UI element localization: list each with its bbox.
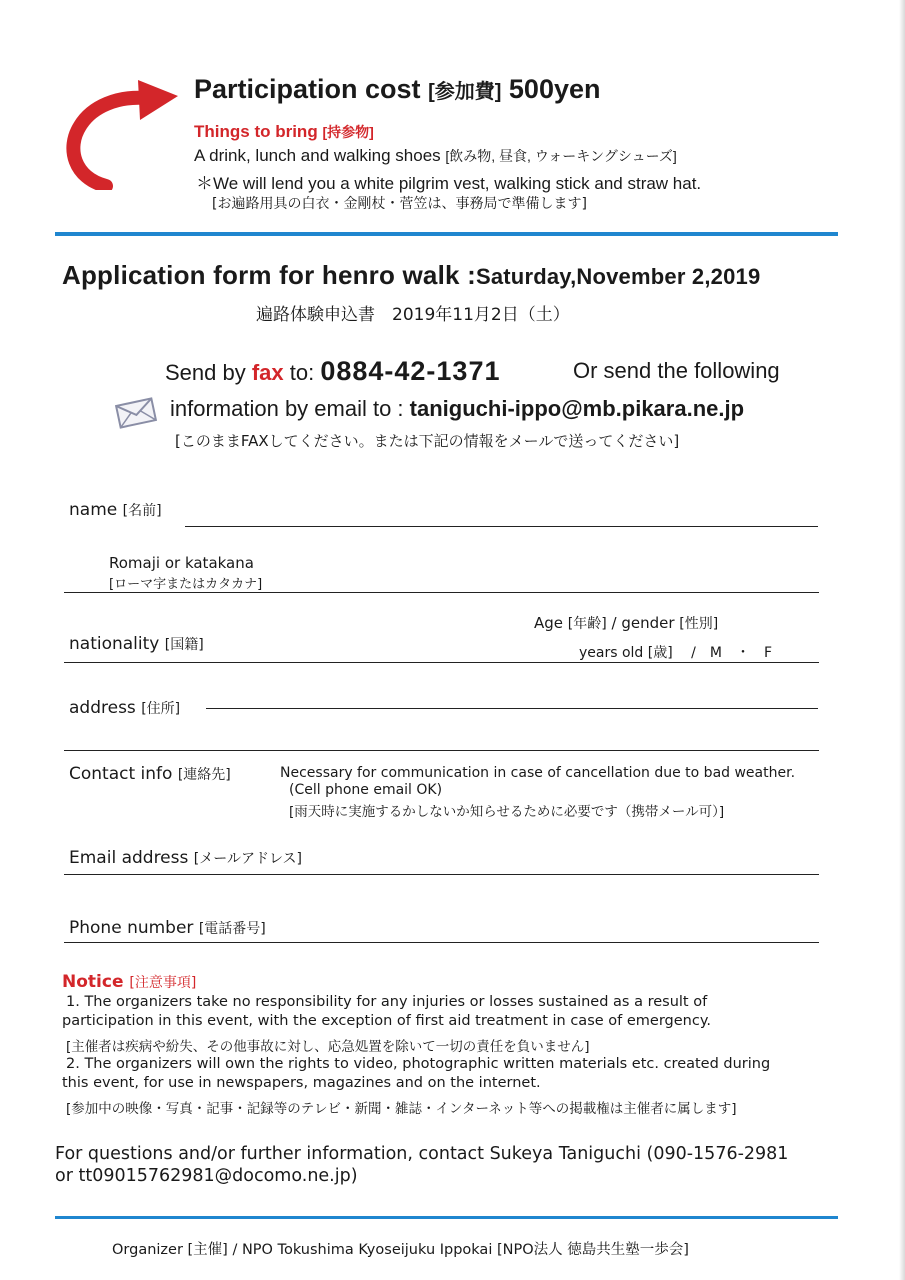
cost-value: 500yen (508, 74, 601, 104)
notice-item2-line2: this event, for use in newspapers, magazines and on the internet. (62, 1075, 541, 1091)
address-label-en: address (69, 698, 136, 718)
phone-label-jp: [電話番号] (198, 921, 266, 937)
email-address-label (69, 848, 302, 868)
name-label-jp: [名前] (122, 503, 162, 519)
send-prefix: Send by (165, 360, 252, 385)
or-send-text: Or send the following (573, 358, 780, 383)
phone-number-label (69, 918, 266, 938)
questions-contact-line1: For questions and/or further information, contact Sukeya Taniguchi (090-1576-2981 (55, 1144, 789, 1164)
notice-item1-jp: [主催者は疾病や紛失、その他事故に対し、応急処置を除いて一切の責任を負いません] (66, 1039, 590, 1055)
address-label-jp: [住所] (141, 701, 181, 717)
notice-item2-jp: [参加中の映像・写真・記事・記録等のテレビ・新聞・雑誌・インターネット等への掲載権は主催者に属します] (66, 1101, 737, 1117)
notice-item1-line2: participation in this event, with the exception of first aid treatment in case of emergency. (62, 1013, 711, 1029)
lend-note-jp: [お遍路用具の白衣・金剛杖・菅笠は、事務局で準備します] (212, 196, 587, 212)
send-by-email (170, 396, 744, 422)
bottom-divider (55, 1216, 838, 1219)
bring-title: Things to bring (194, 122, 318, 141)
age-gender-entry (579, 642, 772, 662)
bring-items-jp: [飲み物, 昼食, ウォーキングシューズ] (445, 148, 677, 164)
address-field-line1[interactable] (206, 708, 818, 709)
address-field-line2[interactable] (64, 750, 819, 751)
notice-item1-line1: 1. The organizers take no responsibility for any injuries or losses sustained as a result of (66, 994, 708, 1010)
lend-note: ＊We will lend you a white pilgrim vest, walking stick and straw hat. (196, 174, 702, 193)
organizer-footer: Organizer [主催] / NPO Tokushima Kyoseijuku Ippokai [NPO法人 徳島共生塾一歩会] (112, 1242, 689, 1258)
name-label (69, 500, 162, 520)
email-label-en: Email address (69, 848, 189, 868)
participation-cost (194, 74, 600, 105)
bring-title-jp: [持参物] (322, 124, 374, 140)
romaji-hint-jp: [ローマ字またはカタカナ] (109, 577, 263, 592)
gender-options[interactable]: / M ・ F (691, 645, 773, 661)
contact-note-1: Necessary for communication in case of cancellation due to bad weather. (280, 765, 796, 781)
romaji-hint: Romaji or katakana (109, 554, 254, 572)
age-label: Age (534, 614, 564, 632)
notice-title-en: Notice (62, 972, 124, 992)
years-old-jp: [歳] (647, 645, 673, 661)
contact-info-label (69, 764, 231, 784)
age-gender-label (534, 613, 718, 633)
contact-note-2: (Cell phone email OK) (289, 782, 443, 798)
name-romaji-field[interactable] (64, 592, 819, 593)
form-title-main: Application form for henro walk : (62, 260, 476, 290)
contact-note-jp: [雨天時に実施するかしないか知らせるために必要です（携帯メール可）] (289, 804, 725, 820)
nationality-age-field[interactable] (64, 662, 819, 663)
email-field[interactable] (64, 874, 819, 875)
phone-label-en: Phone number (69, 918, 194, 938)
email-prefix: information by email to : (170, 396, 410, 421)
phone-field[interactable] (64, 942, 819, 943)
cost-label-jp: [参加費] (428, 81, 502, 103)
fax-number: 0884-42-1371 (320, 356, 501, 386)
curved-arrow-icon (66, 78, 181, 190)
contact-label-jp: [連絡先] (177, 767, 231, 783)
send-note-jp: [このままFAXしてください。または下記の情報をメールで送ってください] (175, 432, 680, 450)
gender-label-jp: [性別] (679, 616, 719, 632)
nationality-label (69, 634, 204, 654)
nationality-label-en: nationality (69, 634, 160, 654)
form-title (62, 260, 760, 291)
age-label-jp: [年齢] (567, 616, 607, 632)
address-label (69, 698, 180, 718)
contact-label-en: Contact info (69, 764, 173, 784)
page-edge (899, 0, 905, 1280)
send-by-fax (165, 356, 500, 387)
cost-label: Participation cost (194, 74, 421, 104)
things-to-bring-title (194, 122, 374, 142)
notice-item2-line1: 2. The organizers will own the rights to video, photographic written materials etc. created during (66, 1056, 771, 1072)
years-old: years old (579, 645, 644, 661)
notice-title-jp: [注意事項] (129, 975, 197, 991)
name-label-en: name (69, 500, 118, 520)
envelope-icon (114, 396, 158, 430)
form-subtitle-jp: 遍路体験申込書 2019年11月2日（土） (256, 305, 570, 325)
send-to: to: (283, 360, 321, 385)
notice-title (62, 972, 196, 992)
questions-contact-line2: or tt09015762981@docomo.ne.jp) (55, 1166, 358, 1186)
fax-word: fax (251, 360, 284, 385)
email-address-contact: taniguchi-ippo@mb.pikara.ne.jp (409, 396, 745, 421)
top-divider (55, 232, 838, 236)
bring-items (194, 146, 677, 166)
nationality-label-jp: [国籍] (164, 637, 204, 653)
form-title-date: Saturday,November 2,2019 (475, 264, 761, 289)
name-field[interactable] (185, 526, 818, 527)
bring-items-en: A drink, lunch and walking shoes (194, 146, 441, 165)
email-label-jp: [メールアドレス] (193, 851, 302, 867)
gender-label: / gender (611, 614, 675, 632)
